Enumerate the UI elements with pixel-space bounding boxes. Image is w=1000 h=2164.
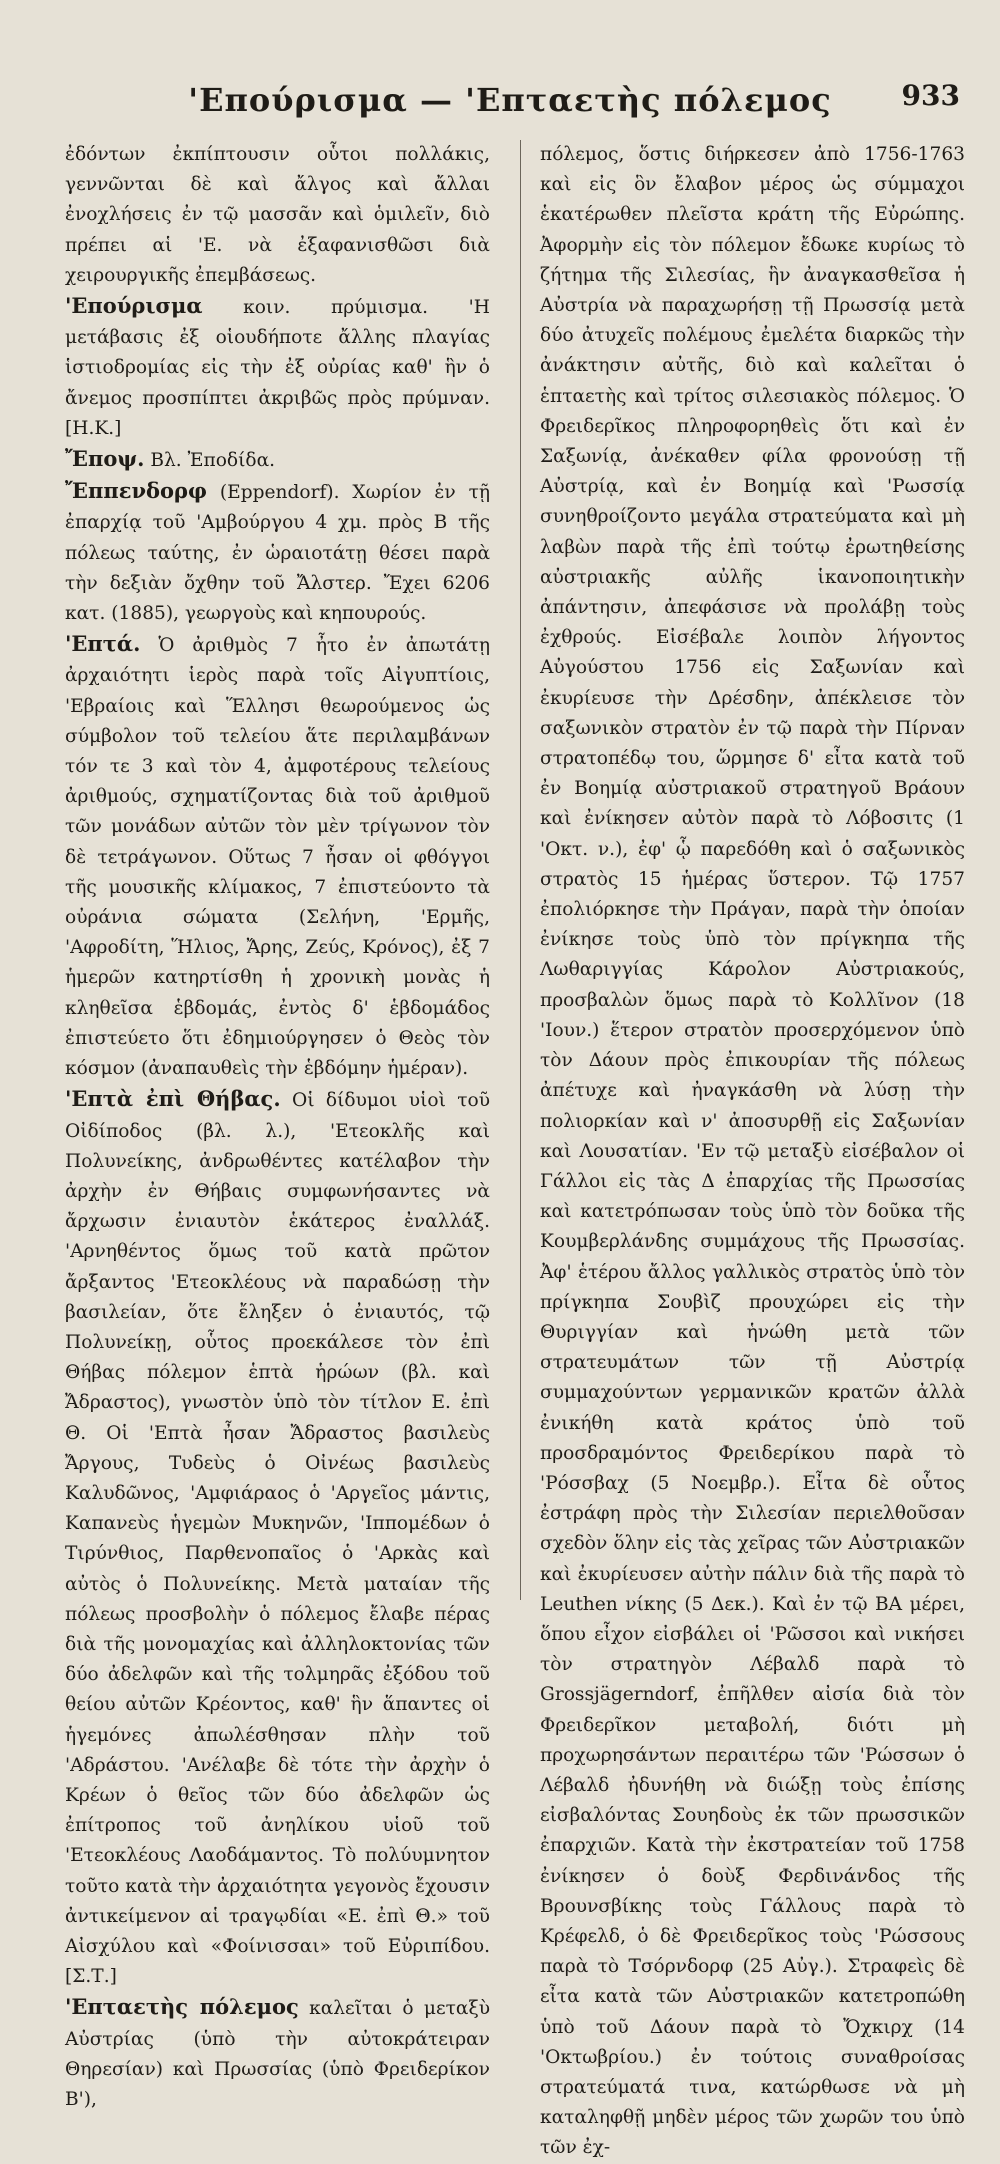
entry-eptaetis-polemos: [65, 1992, 490, 2115]
right-column: [540, 140, 965, 2159]
headword: 'Επούρισμα: [65, 293, 203, 319]
entry-continuation: [65, 140, 490, 291]
column-divider: [520, 140, 521, 1600]
running-title: 'Επούρισμα — 'Επταετὴς πόλεμος: [188, 81, 832, 119]
entry-text: Βλ. Ἐποδίδα.: [150, 450, 276, 472]
entry-continuation-right: πόλεμος, ὅστις διήρκεσεν ἀπὸ 1756-1763 καὶ εἰς ὃν ἔλαβον μέρος ὡς σύμμαχοι ἑκατέρωθεν πλεῖστα κράτη τῆς Εὐρώπης. Ἀφορμὴν εἰς τὸν πόλεμον ἔδωκε κυρίως τὸ ζήτημα τῆς Σιλεσίας, ἣν ἀναγκασθεῖσα ἡ Αὐστρία νὰ παραχωρήσῃ τῇ Πρωσσίᾳ μετὰ δύο ἀτυχεῖς πολέμους ἐμελέτα διαρκῶς τὴν ἀνάκτησιν αὐτῆς, διὸ καὶ καλεῖται ὁ ἑπταετὴς καὶ τρίτος σιλεσιακὸς πόλεμος. Ὁ Φρειδερῖκος πληροφορηθεὶς ὅτι καὶ ἐν Σαξωνίᾳ, ἀνέκαθεν φίλα φρονούσῃ τῇ Αὐστρίᾳ, καὶ ἐν Βοημίᾳ καὶ 'Ρωσσίᾳ συνηθροίζοντο μεγάλα στρατεύματα καὶ μὴ λαβὼν παρὰ τῆς ἐπὶ τούτῳ ἐρωτηθείσης αὐστριακῆς αὐλῆς ἱκανοποιητικὴν ἀπάντησιν, ἀπεφάσισε νὰ προλάβῃ τοὺς ἐχθρούς. Εἰσέβαλε λοιπὸν λήγοντος Αὐγούστου 1756 εἰς Σαξωνίαν καὶ ἐκυρίευσε τὴν Δρέσδην, ἀπέκλεισε τὸν σαξωνικὸν στρατὸν ἐν τῷ παρὰ τὴν Πίρναν στρατοπέδῳ του, ὥρμησε δ' εἶτα κατὰ τοῦ ἐν Βοημίᾳ αὐστριακοῦ στρατηγοῦ Βράουν καὶ ἐνίκησεν αὐτὸν παρὰ τὸ Λόβοσιτς (1 'Οκτ. ν.), ἐφ' ᾧ παρεδόθη καὶ ὁ σαξωνικὸς στρατὸς 15 ἡμέρας ὕστερον. Τῷ 1757 ἐπολιόρκησε τὴν Πράγαν, παρὰ τὴν ὁποίαν ἐνίκησε τοὺς ὑπὸ τὸν πρίγκηπα τῆς Λωθαριγγίας Κάρολον Αὐστριακούς, προσβαλὼν ὅμως παρὰ τὸ Κολλῖνον (18 'Ιουν.) ἕτερον στρατὸν προσερχόμενον ὑπὸ τὸν Δάουν πρὸς ἐπικουρίαν τῆς πόλεως ἀπέτυχε καὶ ἠναγκάσθη νὰ λύσῃ τὴν πολιορκίαν καὶ ν' ἀποσυρθῇ εἰς Σαξωνίαν καὶ Λουσατίαν. 'Εν τῷ μεταξὺ εἰσέβαλον οἱ Γάλλοι εἰς τὰς Δ ἐπαρχίας τῆς Πρωσσίας καὶ κατετρόπωσαν τοὺς ὑπὸ τὸν δοῦκα τῆς Κουμβερλάνδης συμμάχους τῆς Πρωσσίας. Ἀφ' ἑτέρου ἄλλος γαλλικὸς στρατὸς ὑπὸ τὸν πρίγκηπα Σουβὶζ προυχώρει εἰς τὴν Θυριγγίαν καὶ ἡνώθη μετὰ τῶν στρατευμάτων τῶν τῇ Αὐστρίᾳ συμμαχούντων γερμανικῶν κρατῶν ἀλλὰ ἐνικήθη κατὰ κράτος ὑπὸ τοῦ προσδραμόντος Φρειδερίκου παρὰ τὸ 'Ρόσσβαχ (5 Νοεμβρ.). Εἶτα δὲ οὗτος ἐστράφη πρὸς τὴν Σιλεσίαν περιελθοῦσαν σχεδὸν ὅλην εἰς τὰς χεῖρας τῶν Αὐστριακῶν καὶ ἐκυρίευσεν αὐτὴν πάλιν διὰ τῆς παρὰ τὸ Leuthen νίκης (5 Δεκ.). Καὶ ἐν τῷ ΒΑ μέρει, ὅπου εἶχον εἰσβάλει οἱ 'Ρῶσσοι καὶ νικήσει τὸν στρατηγὸν Λέβαλδ παρὰ τὸ Grossjägerndorf, ἐπῆλθεν αἰσία διὰ τὸν Φρειδερῖκον μεταβολή, διότι μὴ προχωρησάντων περαιτέρω τῶν 'Ρώσσων ὁ Λέβαλδ ἠδυνήθη νὰ διώξῃ τοὺς ἐπίσης εἰσβαλόντας Σουηδοὺς ἐκ τῶν πρωσσικῶν ἐπαρχιῶν. Κατὰ τὴν ἐκστρατείαν τοῦ 1758 ἐνίκησεν ὁ δοὺξ Φερδινάνδος τῆς Βρουνσβίκης τοὺς Γάλλους παρὰ τὸ Κρέφελδ, ὁ δὲ Φρειδερῖκος τοὺς 'Ρώσσους παρὰ τὸ Τσόρνδορφ (25 Αὐγ.). Στραφεὶς δὲ εἶτα κατὰ τῶν Αὐστριακῶν κατετροπώθη ὑπὸ τοῦ Δάουν παρὰ τὸ Ὄχκιρχ (14 'Οκτωβρίου.) ἐν τούτοις συναθροίσας στρατεύματά τινα, κατώρθωσε νὰ μὴ καταληφθῇ μηδὲν μέρος τῶν χωρῶν του ὑπὸ τῶν ἐχ-: [540, 144, 965, 2159]
entry-text: καλεῖται ὁ μεταξὺ Αὐστρίας (ὑπὸ τὴν αὐτοκράτειραν Θηρεσίαν) καὶ Πρωσσίας (ὑπὸ Φρειδερίκον Β'),: [65, 1998, 491, 2110]
headword: Ἔποψ.: [65, 446, 145, 472]
entry-eppendorf: [65, 476, 490, 629]
entry-epourisma: [65, 291, 490, 444]
entry-text: Οἱ δίδυμοι υἱοὶ τοῦ Οἰδίποδος (βλ. λ.), 'Ετεοκλῆς καὶ Πολυνείκης, ἀνδρωθέντες κατέλαβον τὴν ἀρχὴν ἐν Θήβαις συμφωνήσαντες νὰ ἄρχωσιν ἐνιαυτὸν ἑκάτερος ἐναλλάξ. 'Αρνηθέντος ὅμως τοῦ κατὰ πρῶτον ἄρξαντος 'Ετεοκλέους νὰ παραδώσῃ τὴν βασιλείαν, ὅτε ἔληξεν ὁ ἐνιαυτός, τῷ Πολυνείκῃ, οὗτος προεκάλεσε τὸν ἐπὶ Θήβας πόλεμον ἑπτὰ ἡρώων (βλ. καὶ Ἄδραστος), γνωστὸν ὑπὸ τὸν τίτλον Ε. ἐπὶ Θ. Οἱ 'Επτὰ ἦσαν Ἄδραστος βασιλεὺς Ἄργους, Τυδεὺς ὁ Οἰνέως βασιλεὺς Καλυδῶνος, 'Αμφιάραος ὁ 'Αργεῖος μάντις, Καπανεὺς ἡγεμὼν Μυκηνῶν, 'Ιππομέδων ὁ Τιρύνθιος, Παρθενοπαῖος ὁ 'Αρκὰς καὶ αὐτὸς ὁ Πολυνείκης. Μετὰ ματαίαν τῆς πόλεως προσβολὴν ὁ πόλεμος ἔλαβε πέρας διὰ τῆς μονομαχίας καὶ ἀλληλοκτονίας τῶν δύο ἀδελφῶν καὶ τῆς τολμηρᾶς ἐξόδου τοῦ θείου αὐτῶν Κρέοντος, καθ' ἣν ἅπαντες οἱ ἡγεμόνες ἀπωλέσθησαν πλὴν τοῦ 'Αδράστου. 'Ανέλαβε δὲ τότε τὴν ἀρχὴν ὁ Κρέων ὁ θεῖος τῶν δύο ἀδελφῶν ὡς ἐπίτροπος τοῦ ἀνηλίκου υἱοῦ τοῦ 'Ετεοκλέους Λαοδάμαντος. Τὸ πολύυμνητον τοῦτο κατὰ τὴν ἀρχαιότητα γεγονὸς ἔχουσιν ἀντικείμενον αἱ τραγῳδίαι «Ε. ἐπὶ Θ.» τοῦ Αἰσχύλου καὶ «Φοίνισσαι» τοῦ Εὐριπίδου. [Σ.Τ.]: [65, 1090, 490, 1988]
headword: 'Επταετὴς πόλεμος: [65, 1994, 299, 2020]
entry-epta: [65, 629, 490, 1084]
left-column: [65, 140, 491, 2110]
headword: Ἔππενδορφ: [65, 478, 208, 504]
headword: 'Επτά.: [65, 631, 141, 657]
entry-epops: [65, 444, 490, 476]
entry-text: κοιν. πρύμισμα. 'Η μετάβασις ἐξ οἱουδήποτε ἄλλης πλαγίας ἱστιοδρομίας εἰς τὴν ἐξ οὐρίας καθ' ἣν ὁ ἄνεμος προσπίπτει ἀκριβῶς πρὸς πρύμναν. [Η.Κ.]: [65, 297, 490, 439]
entry-epta-epi-thivas: [65, 1084, 490, 1992]
page-header: [60, 75, 960, 125]
entry-text: (Eppendorf). Χωρίον ἐν τῇ ἐπαρχίᾳ τοῦ 'Αμβούργου 4 χμ. πρὸς Β τῆς πόλεως ταύτης, ἐν ὡραιοτάτῃ θέσει παρὰ τὴν δεξιὰν ὄχθην τοῦ Ἄλστερ. Ἔχει 6206 κατ. (1885), γεωργοὺς καὶ κηπουρούς.: [65, 482, 490, 625]
page-number: 933: [901, 79, 960, 112]
headword: 'Επτὰ ἐπὶ Θήβας.: [65, 1086, 281, 1112]
entry-text: Ὁ ἀριθμὸς 7 ἦτο ἐν ἀπωτάτῃ ἀρχαιότητι ἱερὸς παρὰ τοῖς Αἰγυπτίοις, 'Εβραίοις καὶ Ἕλλησι θεωρούμενος ὡς σύμβολον τοῦ τελείου ἅτε περιλαμβάνων τόν τε 3 καὶ τὸν 4, ἀμφοτέρους τελείους ἀριθμούς, σχηματίζοντας διὰ τοῦ ἀριθμοῦ τῶν μονάδων αὐτῶν τὸν μὲν τρίγωνον τὸν δὲ τετράγωνον. Οὕτως 7 ἦσαν οἱ φθόγγοι τῆς μουσικῆς κλίμακος, 7 ἐπιστεύοντο τὰ οὐράνια σώματα (Σελήνη, 'Ερμῆς, 'Αφροδίτη, Ἥλιος, Ἄρης, Ζεύς, Κρόνος), ἐξ 7 ἡμερῶν κατηρτίσθη ἡ χρονικὴ μονὰς ἡ κληθεῖσα ἑβδομάς, ἐντὸς δ' ἑβδομάδος ἐπιστεύετο ὅτι ἐδημιούργησεν ὁ Θεὸς τὸν κόσμον (ἀναπαυθεὶς τὴν ἑβδόμην ἡμέραν).: [65, 635, 490, 1080]
entry-text: ἐδόντων ἐκπίπτουσιν οὗτοι πολλάκις, γεννῶνται δὲ καὶ ἄλγος καὶ ἄλλαι ἐνοχλήσεις ἐν τῷ μασσᾶν καὶ ὁμιλεῖν, διὸ πρέπει αἱ 'Ε. νὰ ἐξαφανισθῶσι διὰ χειρουργικῆς ἐπεμβάσεως.: [65, 144, 490, 286]
